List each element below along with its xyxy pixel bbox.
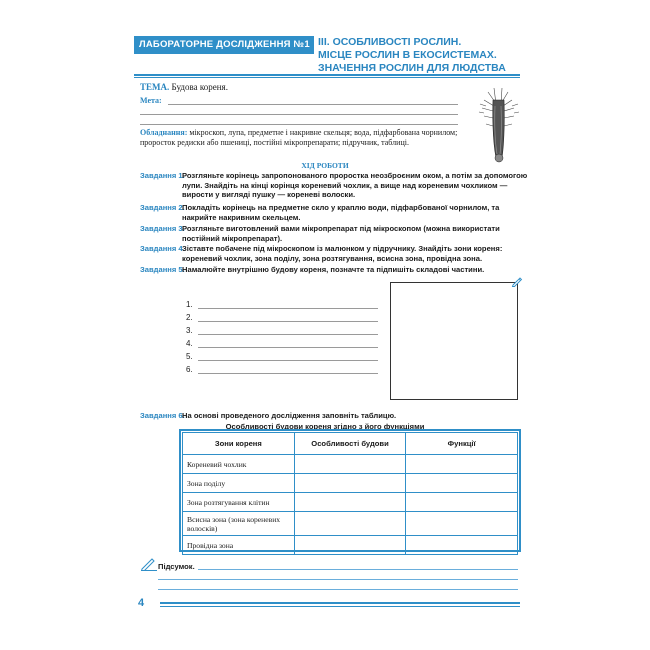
root-zones-table (182, 432, 518, 555)
function-cell[interactable] (406, 536, 518, 555)
label-line-3[interactable] (186, 326, 386, 338)
footer-rule (160, 602, 520, 604)
task-text: На основі проведеного дослідження заповніть таблицю. (182, 411, 397, 420)
structure-cell[interactable] (294, 493, 406, 512)
section-title-line-1: ІІІ. ОСОБЛИВОСТІ РОСЛИН. (318, 36, 462, 48)
task-text: Покладіть корінець на предметне скло у краплю води, підфарбованої чорнилом, та накрийте накривним скельцем. (182, 203, 500, 222)
goal-answer-line-3[interactable] (140, 124, 458, 125)
task-text: Намалюйте внутрішню будову кореня, позначте та підпишіть складові частини. (182, 265, 485, 274)
label-number: 2. (186, 313, 193, 322)
zone-name: Провідна зона (183, 536, 295, 555)
topic-value: Будова кореня. (171, 82, 228, 92)
function-cell[interactable] (406, 493, 518, 512)
header-rule (134, 74, 520, 76)
table-row (183, 512, 518, 536)
label-line-4[interactable] (186, 339, 386, 351)
topic (140, 82, 228, 92)
page-number: 4 (138, 597, 145, 609)
summary-line-3[interactable] (158, 589, 518, 590)
equipment-text: мікроскоп, лупа, предметне і накривне скельця; вода, підфарбована чорнилом; проросток редиски або пшениці, постійні мікропрепарати; підручник, таблиці. (140, 128, 458, 147)
zone-name: Всисна зона (зона кореневих волосків) (183, 512, 295, 536)
summary-line-2[interactable] (158, 579, 518, 580)
table-row (183, 536, 518, 555)
goal-label: Мета: (140, 96, 162, 105)
label-line-6[interactable] (186, 365, 386, 377)
column-header: Зони кореня (183, 433, 295, 455)
column-header: Особливості будови (294, 433, 406, 455)
task-text: Розгляньте корінець запропонованого проростка неозброєним оком, а потім за допомогою лупи. Знайдіть на кінці корінця кореневий чохлик, а вище над кореневим чохликом — вирости у вигляді пушку — кореневі волоски. (182, 171, 528, 200)
table-title: Особливості будови кореня згідно з його функціями (225, 422, 425, 431)
table-row (183, 474, 518, 493)
label-line-5[interactable] (186, 352, 386, 364)
function-cell[interactable] (406, 474, 518, 493)
function-cell[interactable] (406, 455, 518, 474)
equipment (140, 128, 460, 148)
section-title-line-2: МІСЦЕ РОСЛИН В ЕКОСИСТЕМАХ. (318, 49, 497, 61)
table-row (183, 493, 518, 512)
topic-label: ТЕМА. (140, 82, 170, 92)
structure-cell[interactable] (294, 512, 406, 536)
pen-icon (140, 557, 158, 571)
task-text: Розгляньте виготовлений вами мікропрепарат під мікроскопом (можна використати постійний мікропрепарат). (182, 224, 500, 243)
task-label: Завдання 3. (140, 224, 185, 233)
structure-cell[interactable] (294, 455, 406, 474)
goal-answer-line-2[interactable] (140, 114, 458, 115)
label-number: 3. (186, 326, 193, 335)
task-label: Завдання 1. (140, 171, 185, 180)
task-label: Завдання 2. (140, 203, 185, 212)
goal-answer-line-1[interactable] (168, 104, 458, 105)
section-title-line-3: ЗНАЧЕННЯ РОСЛИН ДЛЯ ЛЮДСТВА (318, 62, 506, 74)
footer-rule-thin (160, 606, 520, 607)
label-number: 5. (186, 352, 193, 361)
drawing-area[interactable] (390, 282, 518, 400)
section-title (318, 36, 518, 75)
table-header-row (183, 433, 518, 455)
structure-cell[interactable] (294, 474, 406, 493)
header-rule-thin (134, 77, 520, 78)
task-label: Завдання 6. (140, 411, 185, 420)
summary-label: Підсумок. (158, 562, 195, 571)
pencil-icon (511, 275, 523, 287)
label-number: 4. (186, 339, 193, 348)
zone-name: Зона поділу (183, 474, 295, 493)
equipment-label: Обладнання: (140, 128, 188, 137)
task-label: Завдання 5. (140, 265, 185, 274)
task-label: Завдання 4. (140, 244, 185, 253)
zone-name: Зона розтягування клітин (183, 493, 295, 512)
structure-cell[interactable] (294, 536, 406, 555)
label-number: 1. (186, 300, 193, 309)
task-text: Зіставте побачене під мікроскопом із малюнком у підручнику. Знайдіть зони кореня: кореневий чохлик, зона поділу, зона розтягування, всисна зона, провідна зона. (182, 244, 503, 263)
label-number: 6. (186, 365, 193, 374)
zone-name: Кореневий чохлик (183, 455, 295, 474)
table-row (183, 455, 518, 474)
summary-line-1[interactable] (198, 569, 518, 570)
function-cell[interactable] (406, 512, 518, 536)
progress-heading: ХІД РОБОТИ (301, 161, 349, 170)
lab-label: ЛАБОРАТОРНЕ ДОСЛІДЖЕННЯ №1 (134, 36, 314, 54)
label-line-1[interactable] (186, 300, 386, 312)
column-header: Функції (406, 433, 518, 455)
root-illustration (474, 86, 524, 166)
label-line-2[interactable] (186, 313, 386, 325)
